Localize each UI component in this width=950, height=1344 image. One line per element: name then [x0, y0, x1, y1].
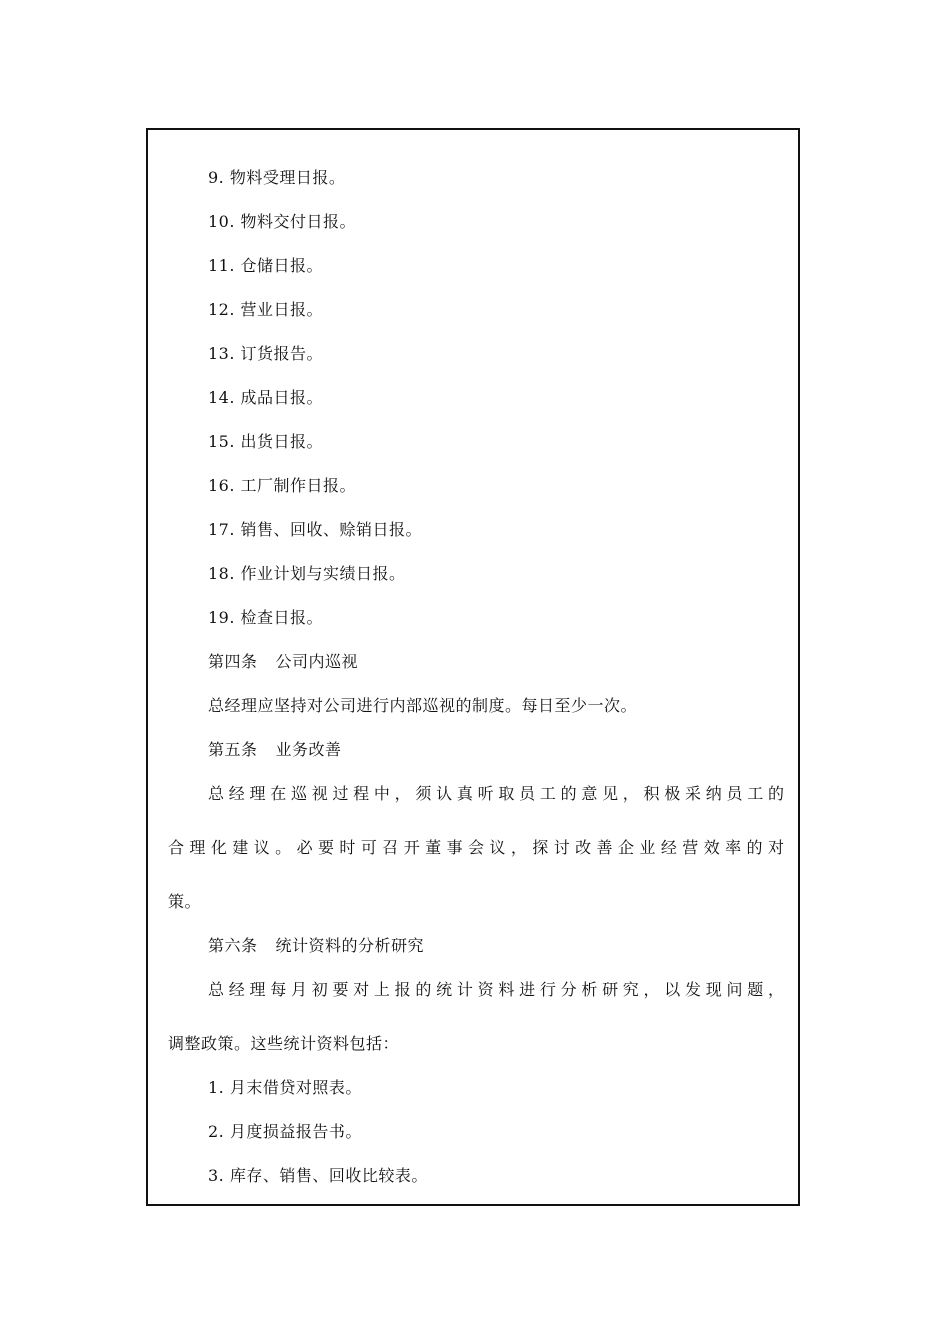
- list-item: 10. 物料交付日报。: [208, 212, 357, 231]
- document-frame: [146, 128, 800, 1206]
- list-item: 12. 营业日报。: [208, 300, 324, 319]
- list-item: 3. 库存、销售、回收比较表。: [208, 1166, 428, 1185]
- article-title: 统计资料的分析研究: [275, 936, 425, 955]
- article-6-body-line: 调整政策。这些统计资料包括：: [168, 1034, 400, 1053]
- list-item: 17. 销售、回收、赊销日报。: [208, 520, 423, 539]
- article-6-body-line: 总经理每月初要对上报的统计资料进行分析研究，以发现问题，: [208, 980, 784, 999]
- list-item: 11. 仓储日报。: [208, 256, 324, 275]
- article-number: 第四条: [208, 652, 258, 671]
- article-title: 业务改善: [275, 740, 342, 759]
- list-item: 13. 订货报告。: [208, 344, 324, 363]
- article-4-heading: [208, 652, 358, 672]
- article-5-body-line: 总经理在巡视过程中，须认真听取员工的意见，积极采纳员工的: [208, 784, 784, 803]
- article-5-body-line: 合理化建议。必要时可召开董事会议，探讨改善企业经营效率的对: [168, 838, 784, 857]
- list-item: 18. 作业计划与实绩日报。: [208, 564, 406, 583]
- list-item: 14. 成品日报。: [208, 388, 324, 407]
- article-5-body-line: 策。: [168, 892, 202, 911]
- article-6-heading: [208, 936, 424, 956]
- article-5-heading: [208, 740, 342, 760]
- list-item: 9. 物料受理日报。: [208, 168, 346, 187]
- article-4-body: 总经理应坚持对公司进行内部巡视的制度。每日至少一次。: [208, 696, 638, 715]
- list-item: 1. 月末借贷对照表。: [208, 1078, 362, 1097]
- article-number: 第五条: [208, 740, 258, 759]
- list-item: 2. 月度损益报告书。: [208, 1122, 362, 1141]
- article-number: 第六条: [208, 936, 258, 955]
- list-item: 15. 出货日报。: [208, 432, 324, 451]
- article-title: 公司内巡视: [275, 652, 359, 671]
- list-item: 16. 工厂制作日报。: [208, 476, 357, 495]
- list-item: 19. 检查日报。: [208, 608, 324, 627]
